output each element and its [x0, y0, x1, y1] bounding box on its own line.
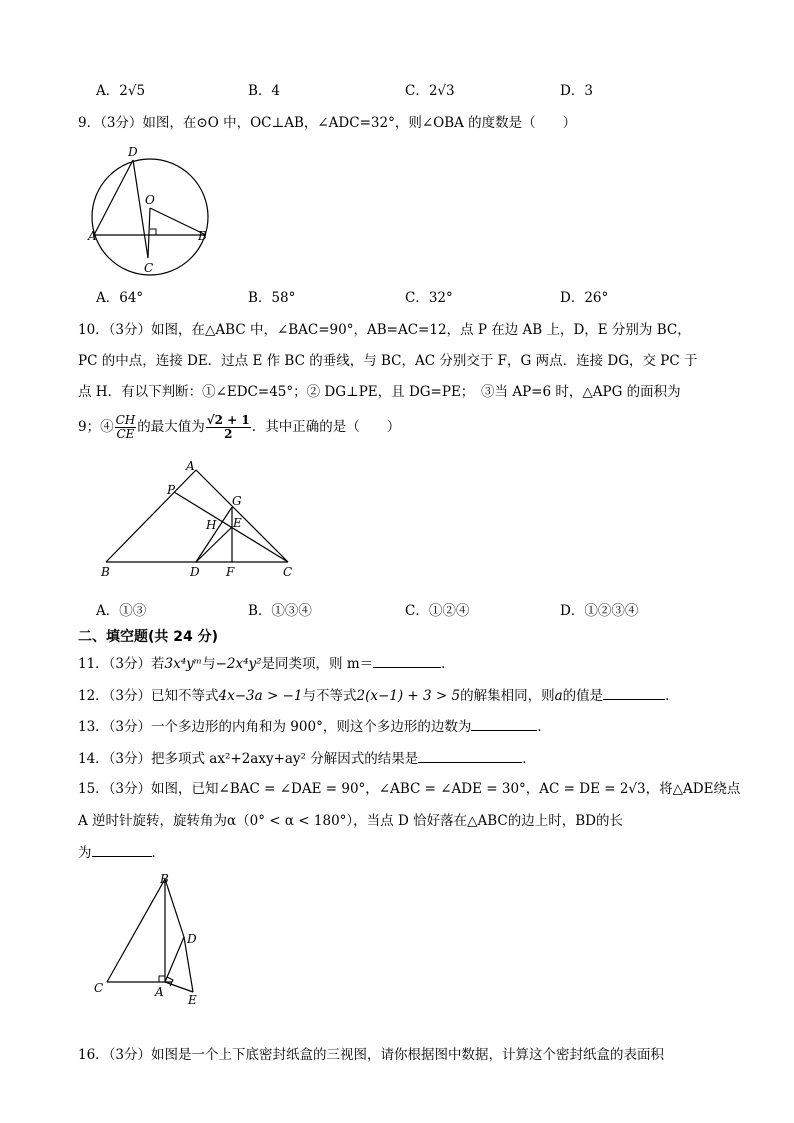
q12-pre: 12．（3分）已知不等式 [78, 688, 219, 704]
q10-line4-a: 9；④ [78, 419, 114, 435]
label-a: A [88, 229, 97, 243]
q12-post: 的解集相同，则 [460, 688, 555, 704]
q10-option-a: A．①③ [96, 603, 147, 619]
q10-option-c: C．①②④ [405, 603, 470, 619]
fraction-ch-ce [115, 414, 137, 441]
q10-triangle-figure [96, 458, 306, 580]
q9-stem: 9．（3分）如图，在⊙O 中，OC⊥AB，∠ADC=32°，则∠OBA 的度数是（ ） [78, 115, 577, 131]
q9-option-c: C．32° [405, 290, 453, 306]
q11-expr2: −2x⁴y² [215, 656, 262, 672]
q15-end: ． [151, 845, 165, 861]
q10-line4-c: ．其中正确的是（ ） [251, 419, 401, 435]
answer-blank[interactable] [92, 842, 152, 857]
q12-mid: 与不等式 [302, 688, 357, 704]
q10-option-b: B．①③④ [248, 603, 312, 619]
q9-circle-figure [90, 142, 230, 280]
q13 [78, 716, 551, 737]
answer-blank[interactable] [373, 653, 441, 668]
label-b: B [160, 872, 169, 886]
section-title: 二、填空题(共 24 分) [78, 629, 219, 645]
q12 [78, 685, 679, 706]
q11-end: ． [441, 656, 455, 672]
fraction-max-den: 2 [224, 427, 233, 441]
label-d: D [190, 565, 200, 579]
q9-option-b: B．58° [248, 290, 296, 306]
fraction-ce: CE [116, 427, 135, 441]
q12-expr1: 4x−3a > −1 [218, 688, 303, 704]
q8-option-c: C．2√3 [405, 83, 455, 99]
q10-line4 [78, 413, 400, 441]
label-p: P [167, 483, 176, 497]
q12-end: ． [665, 688, 679, 704]
q11-post: 是同类项，则 m＝ [261, 656, 374, 672]
label-d: D [187, 932, 197, 946]
fraction-ch: CH [115, 413, 136, 427]
fraction-max-num: √2 + 1 [206, 413, 250, 427]
q12-var: a [554, 688, 563, 704]
q10-line4-b: 的最大值为 [137, 419, 205, 435]
q14-text: 14．（3分）把多项式 ax²+2axy+ay² 分解因式的结果是 [78, 751, 419, 767]
label-e: E [233, 516, 242, 530]
fraction-max [206, 414, 251, 441]
label-e: E [188, 993, 197, 1007]
q8-option-a: A．2√5 [96, 83, 146, 99]
q10-line2: PC 的中点，连接 DE．过点 E 作 BC 的垂线，与 BC，AC 分别交于 F，G 两点．连接 DG，交 PC 于 [78, 353, 698, 369]
q11-pre: 11．（3分）若 [78, 656, 165, 672]
label-a: A [155, 985, 164, 999]
label-b: B [101, 565, 110, 579]
line-oc [148, 208, 150, 258]
label-d: D [128, 145, 138, 159]
q14-end: ． [522, 751, 536, 767]
q15-line3-pre: 为 [78, 845, 92, 861]
q15-line1: 15．（3分）如图，已知∠BAC = ∠DAE = 90°，∠ABC = ∠ADE = 30°，AC = DE = 2√3，将△ADE绕点 [78, 781, 741, 797]
q8-option-b: B．4 [248, 83, 281, 99]
label-c: C [94, 981, 104, 995]
label-a: A [186, 459, 195, 473]
label-b: B [198, 229, 207, 243]
label-f: F [226, 565, 235, 579]
label-c: C [283, 565, 293, 579]
answer-blank[interactable] [418, 748, 522, 763]
line-dc [133, 160, 148, 258]
q15-line2: A 逆时针旋转，旋转角为α（0° < α < 180°），当点 D 恰好落在△ABC的边上时，BD的长 [78, 813, 623, 829]
answer-blank[interactable] [471, 716, 537, 731]
label-c: C [144, 261, 154, 275]
q12-expr2: 2(x−1) + 3 > 5 [356, 688, 461, 704]
q9-option-d: D．26° [560, 290, 609, 306]
answer-blank[interactable] [603, 685, 665, 700]
q9-option-a: A．64° [96, 290, 144, 306]
q15-triangle-figure [90, 870, 220, 1008]
q14 [78, 748, 536, 769]
label-g: G [232, 494, 242, 508]
q11-expr1: 3x⁴yᵐ [164, 656, 203, 672]
right-angle-mark [150, 229, 156, 235]
q10-option-d: D．①②③④ [560, 603, 639, 619]
q10-line3: 点 H．有以下判断：①∠EDC=45°；② DG⊥PE，且 DG=PE； ③当 AP=6 时，△APG 的面积为 [78, 384, 681, 400]
q16-stem: 16．（3分）如图是一个上下底密封纸盒的三视图，请你根据图中数据，计算这个密封纸盒的表面积 [78, 1047, 665, 1063]
q11 [78, 653, 455, 674]
q11-mid: 与 [202, 656, 216, 672]
q12-post2: 的值是 [562, 688, 604, 704]
q8-option-d: D．3 [560, 83, 593, 99]
q13-text: 13．（3分）一个多边形的内角和为 900°，则这个多边形的边数为 [78, 719, 472, 735]
q15-line3 [78, 842, 165, 863]
q10-line1: 10．（3分）如图，在△ABC 中，∠BAC=90°，AB=AC=12，点 P 在边 AB 上，D，E 分别为 BC， [78, 322, 691, 338]
label-o: O [145, 193, 155, 207]
label-h: H [206, 518, 217, 532]
q13-end: ． [537, 719, 551, 735]
